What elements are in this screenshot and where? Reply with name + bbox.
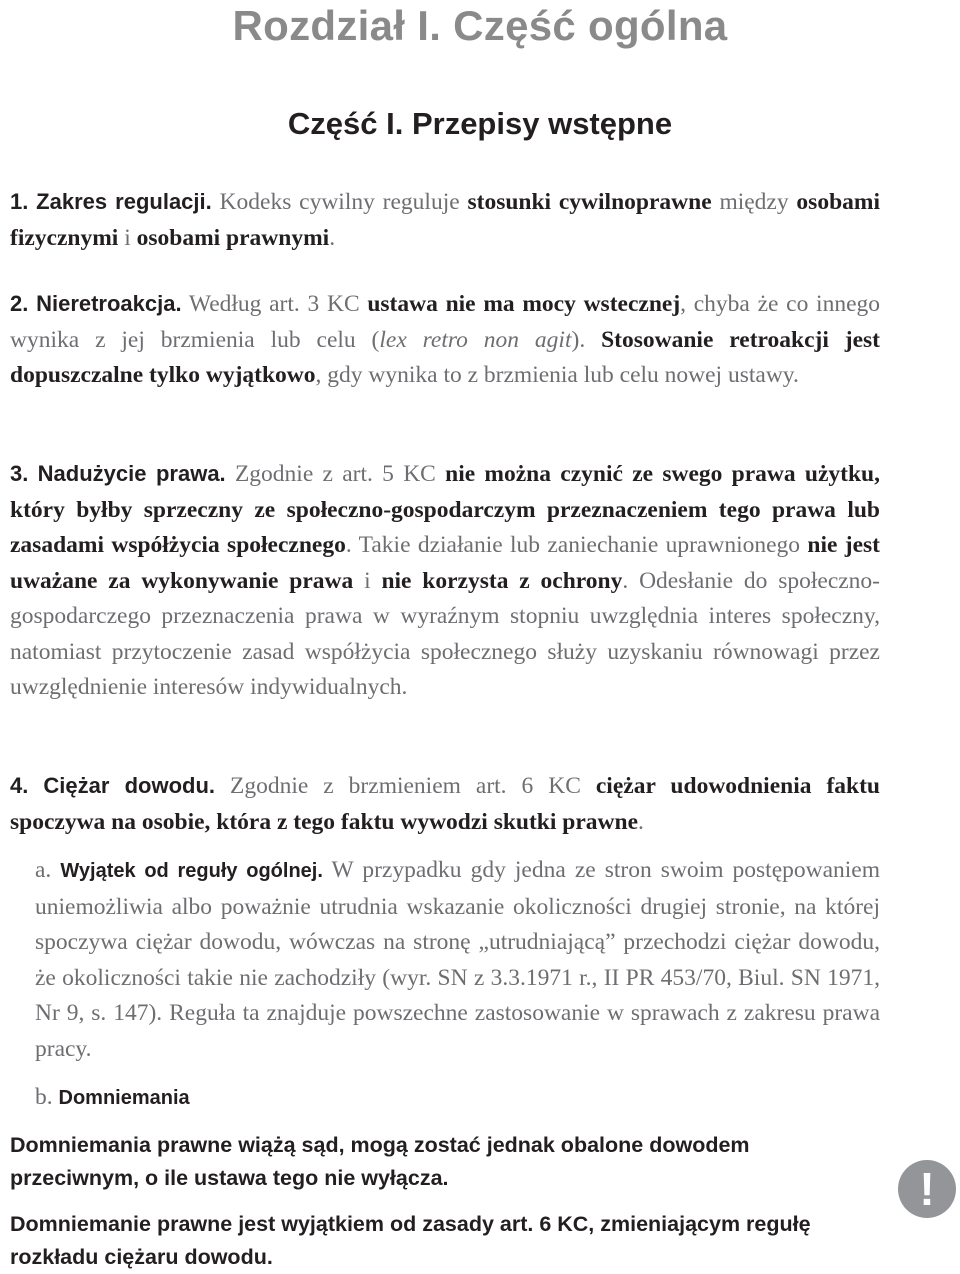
emphasis: nie jest uważane za wykonywanie prawa [10, 532, 880, 594]
section-2-number: 2. [10, 291, 29, 316]
emphasis: ustawa nie ma mocy wstecznej [367, 291, 681, 317]
section-1 [10, 184, 880, 256]
text: . [638, 808, 644, 835]
section-4a-label: a. [35, 857, 52, 883]
text: . [329, 224, 336, 251]
emphasis: osobami prawnymi [136, 224, 330, 251]
rule-box-1: Domniemania prawne wiążą sąd, mogą zostać jednak obalone dowodem przeciwnym, o ile ustawa tego nie wyłącza. [10, 1133, 750, 1190]
text: . Odesłanie do społeczno-gospodarczego przeznaczenia prawa w wyraźnym stopniu uwzględnia interes społeczny, natomiast przytoczenie zasad współżycia społecznego służy uzyskaniu równowagi przez uwzględnienie interesów indywidualnych. [10, 567, 881, 700]
text: W przypadku gdy jedna ze stron swoim postępowaniem uniemożliwia albo poważnie utrudnia wskazanie okoliczności drugiej stronie, na której spoczywa ciężar dowodu, wówczas na stronę „utrudniającą” przechodzi ciężar dowodu, że okoliczności takie nie zachodziły (wyr. SN z 3.3.1971 r., II PR 453/70, Biul. SN 1971, Nr 9, s. 147). Reguła ta znajduje powszechne zastosowanie w sprawach z zakresu prawa pracy. [35, 857, 881, 1062]
text: , gdy wynika to z brzmienia lub celu nowej ustawy. [315, 362, 799, 388]
emphasis: Stosowanie retroakcji jest dopuszczalne tylko wyjątkowo [10, 326, 881, 388]
section-3-heading: Nadużycie prawa. [37, 461, 226, 486]
text: Według art. 3 KC [181, 291, 368, 317]
emphasis: osobami fizycznymi [10, 189, 880, 251]
section-4 [10, 768, 880, 840]
text: Zgodnie z art. 5 KC [225, 461, 446, 487]
section-4a-heading: Wyjątek od reguły ogólnej. [60, 860, 323, 882]
section-2 [10, 286, 880, 394]
rule-box-2: Domniemanie prawne jest wyjątkiem od zasady art. 6 KC, zmieniającym regułę rozkładu ciężaru dowodu. [10, 1212, 811, 1269]
emphasis: nie korzysta z ochrony [381, 567, 623, 594]
section-4-heading: Ciężar dowodu. [43, 773, 216, 798]
text: i [118, 224, 137, 251]
section-4b [10, 1080, 880, 1117]
chapter-title: Rozdział I. Część ogólna [232, 2, 728, 49]
text: Zgodnie z brzmieniem art. 6 KC [215, 773, 596, 799]
section-1-heading: Zakres regulacji. [36, 189, 212, 214]
text: ). [571, 326, 602, 353]
text: i [353, 567, 382, 594]
section-4-number: 4. [10, 773, 29, 798]
section-4a [10, 853, 880, 1067]
section-4b-heading: Domniemania [58, 1087, 190, 1109]
section-2-heading: Nieretroakcja. [36, 291, 182, 316]
emphasis: ciężar udowodnienia faktu spoczywa na osobie, która z tego faktu wywodzi skutki prawne [10, 773, 880, 835]
section-3-number: 3. [10, 461, 29, 486]
section-1-number: 1. [10, 189, 29, 214]
text: Kodeks cywilny reguluje [211, 189, 468, 215]
section-3 [10, 456, 880, 706]
text: , chyba że co innego wynika z jej brzmienia lub celu ( [10, 291, 881, 353]
part-title: Część I. Przepisy wstępne [287, 106, 673, 141]
latin-phrase: lex retro non agit [379, 326, 572, 353]
section-4b-label: b. [35, 1084, 53, 1110]
exclamation-icon: ! [898, 1160, 956, 1218]
text: . Takie działanie lub zaniechanie uprawnionego [345, 532, 808, 558]
emphasis: nie można czynić ze swego prawa użytku, który byłby sprzeczny ze społeczno-gospodarczym przeznaczeniem tego prawa lub zasadami współżycia społecznego [10, 461, 880, 558]
text: między [711, 189, 797, 215]
emphasis: stosunki cywilnoprawne [467, 189, 712, 215]
